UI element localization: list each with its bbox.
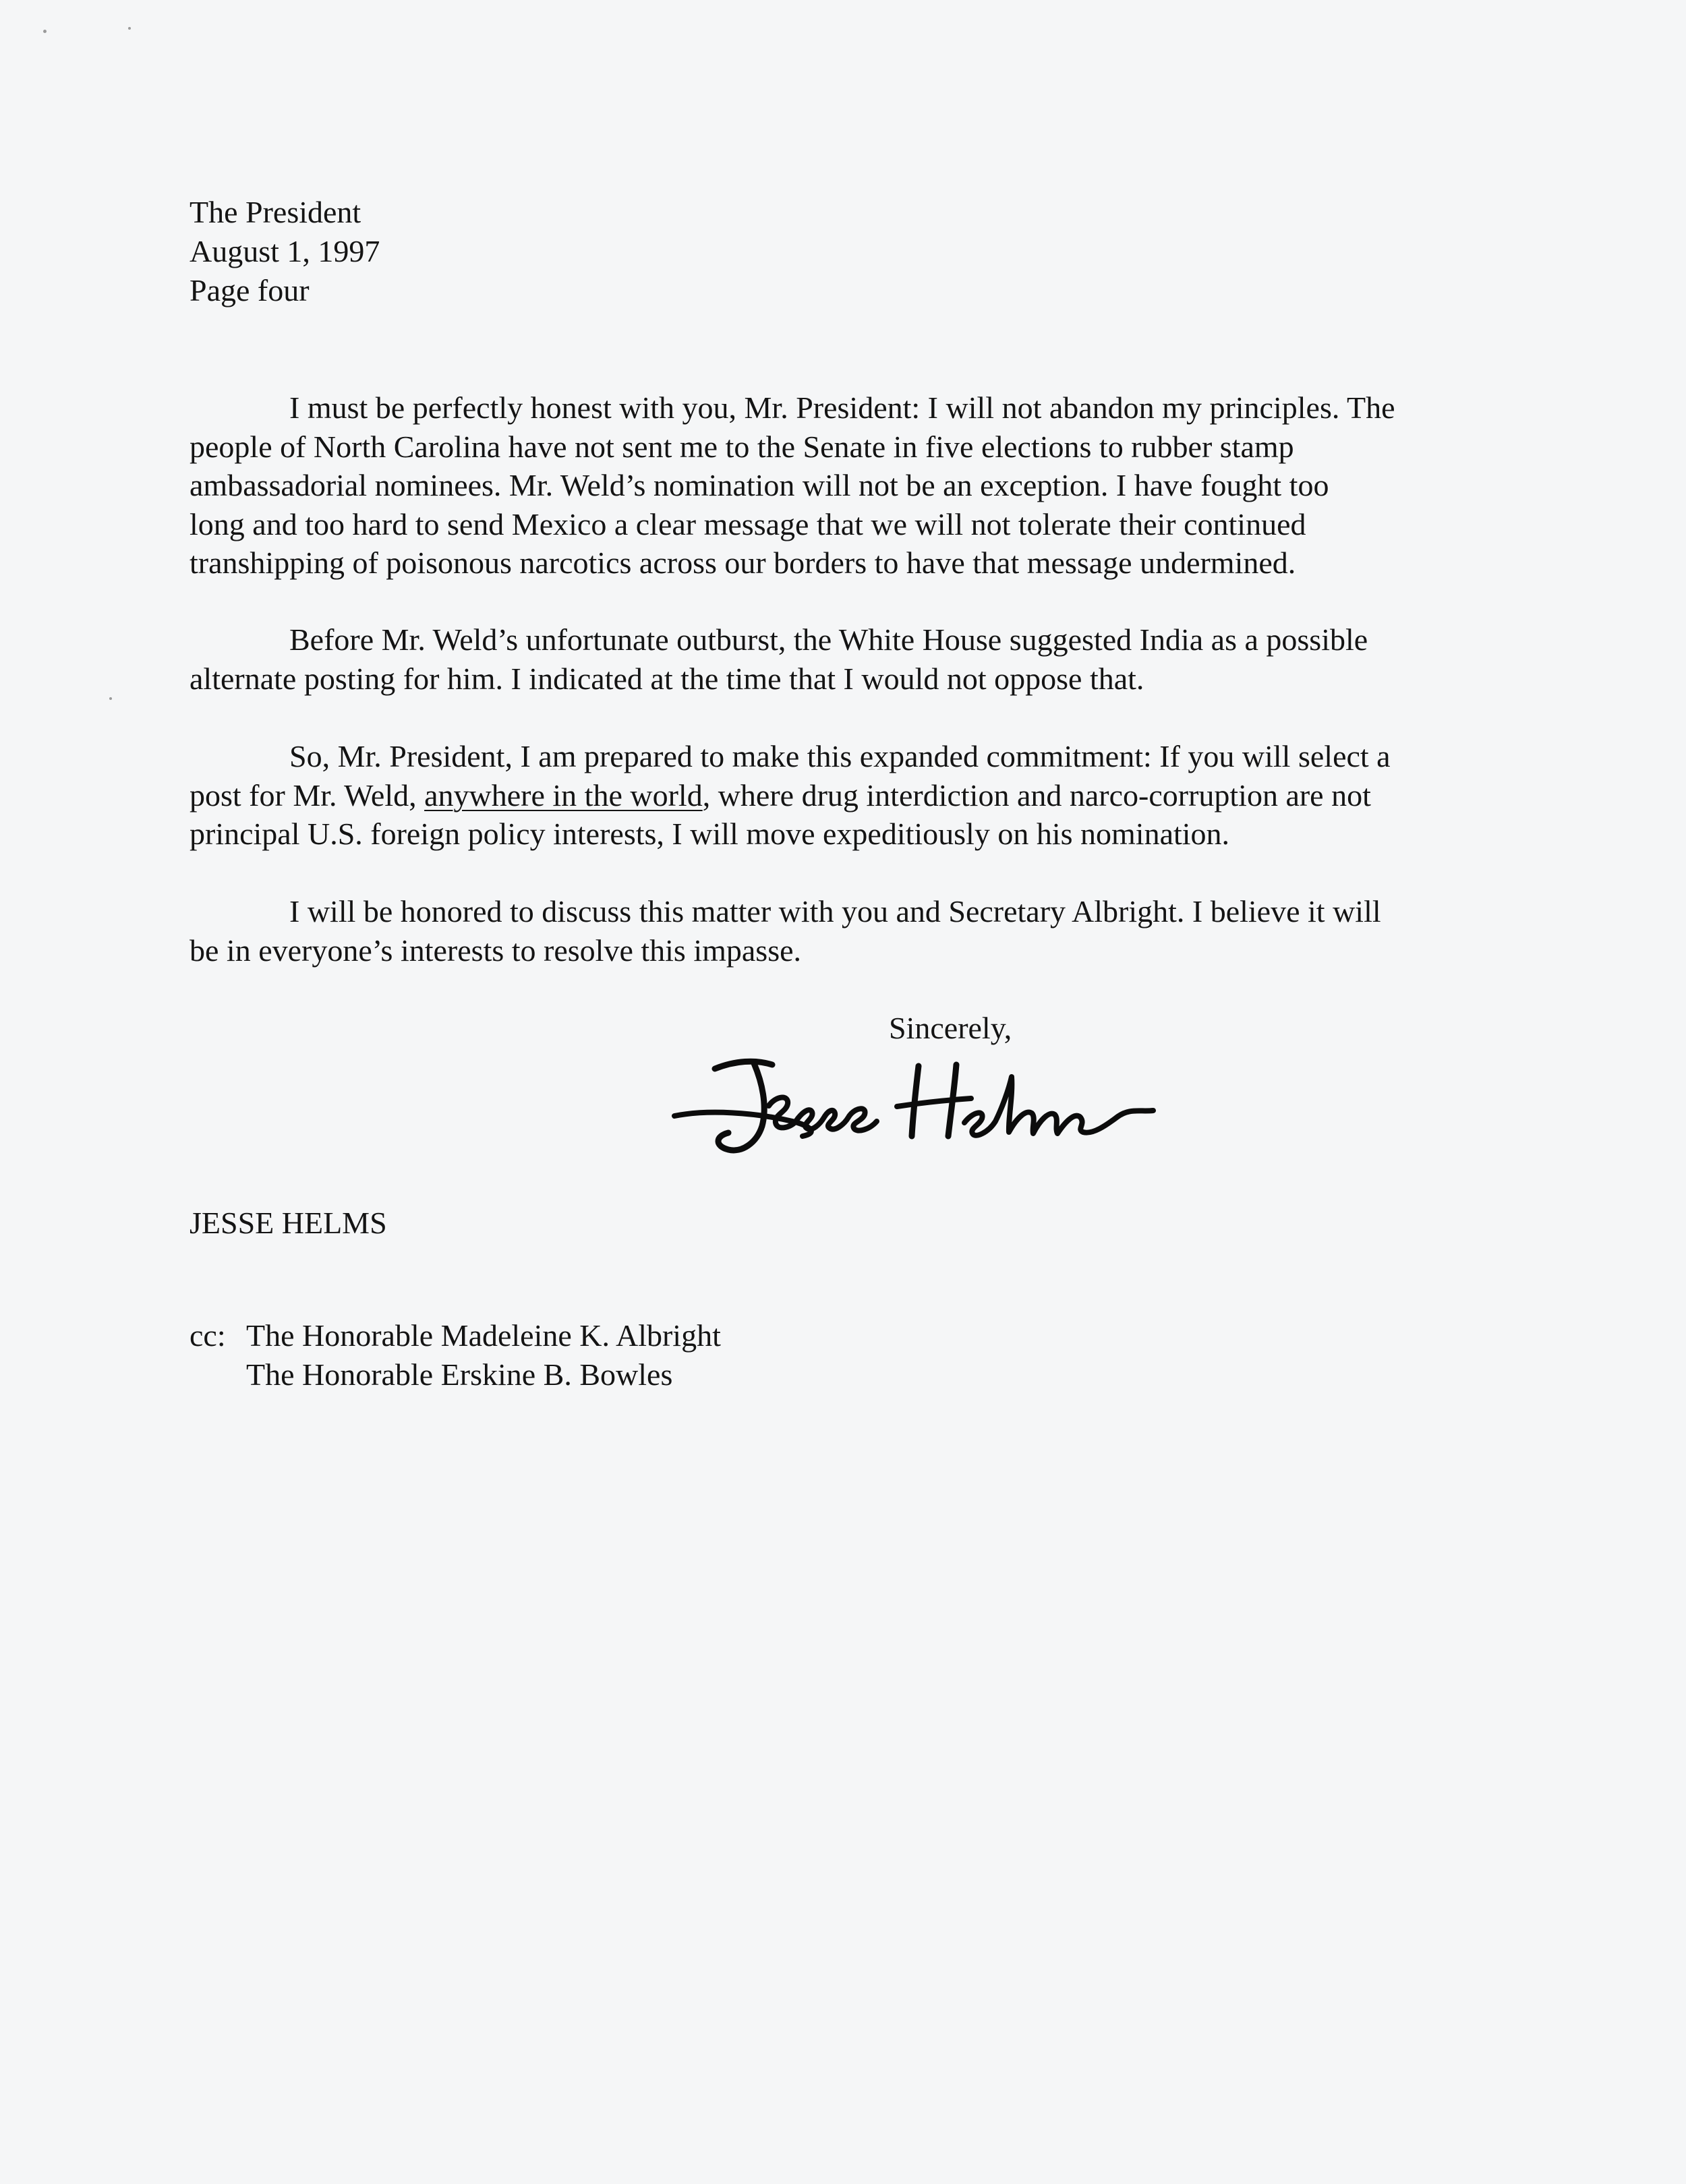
paragraph-commitment xyxy=(190,737,1471,854)
cc-recipient: The Honorable Erskine B. Bowles xyxy=(246,1357,673,1392)
paragraph-line: transhipping of poisonous narcotics across our borders to have that message undermined. xyxy=(190,545,1296,580)
paragraph-line: principal U.S. foreign policy interests, I will move expeditiously on his nomination. xyxy=(190,817,1230,851)
text-segment: , where drug interdiction and narco-corruption are not xyxy=(702,777,1371,813)
cc-recipient: The Honorable Madeleine K. Albright xyxy=(246,1318,721,1353)
closing-salutation: Sincerely, xyxy=(889,1011,1012,1045)
paragraph-line: alternate posting for him. I indicated at the time that I would not oppose that. xyxy=(190,661,1144,696)
paragraph-discussion xyxy=(190,892,1471,970)
cc-label-spacer xyxy=(190,1355,246,1394)
cc-row xyxy=(190,1316,721,1355)
paragraph-line: So, Mr. President, I am prepared to make this expanded commitment: If you will select a xyxy=(289,739,1391,773)
paragraph-line xyxy=(190,776,1471,815)
text-segment: post for Mr. Weld, xyxy=(190,777,425,813)
letter-header xyxy=(190,193,380,310)
scan-speck xyxy=(109,697,112,700)
handwritten-signature xyxy=(668,1042,1207,1177)
paragraph-line: Before Mr. Weld’s unfortunate outburst, the White House suggested India as a possible xyxy=(289,622,1368,657)
cc-row xyxy=(190,1355,721,1394)
paragraph-line: be in everyone’s interests to resolve this impasse. xyxy=(190,933,802,968)
paragraph-line: people of North Carolina have not sent me to the Senate in five elections to rubber stamp xyxy=(190,429,1294,464)
recipient-line: The President xyxy=(190,195,361,229)
scan-speck xyxy=(43,30,47,33)
paragraph-line: I must be perfectly honest with you, Mr. President: I will not abandon my principles. The xyxy=(289,390,1395,425)
cc-label: cc: xyxy=(190,1318,226,1353)
scan-speck xyxy=(128,27,131,30)
signer-name: JESSE HELMS xyxy=(190,1206,387,1240)
paragraph-line: I will be honored to discuss this matter with you and Secretary Albright. I believe it will xyxy=(289,894,1381,928)
cc-list xyxy=(190,1316,721,1394)
paragraph-india xyxy=(190,620,1471,698)
date-line: August 1, 1997 xyxy=(190,234,380,268)
paragraph-line: ambassadorial nominees. Mr. Weld’s nomination will not be an exception. I have fought too xyxy=(190,468,1329,502)
paragraph-principles xyxy=(190,388,1471,583)
underlined-phrase: anywhere in the world xyxy=(424,777,703,813)
page-number-line: Page four xyxy=(190,273,310,307)
paragraph-line: long and too hard to send Mexico a clear message that we will not tolerate their continued xyxy=(190,506,1306,541)
